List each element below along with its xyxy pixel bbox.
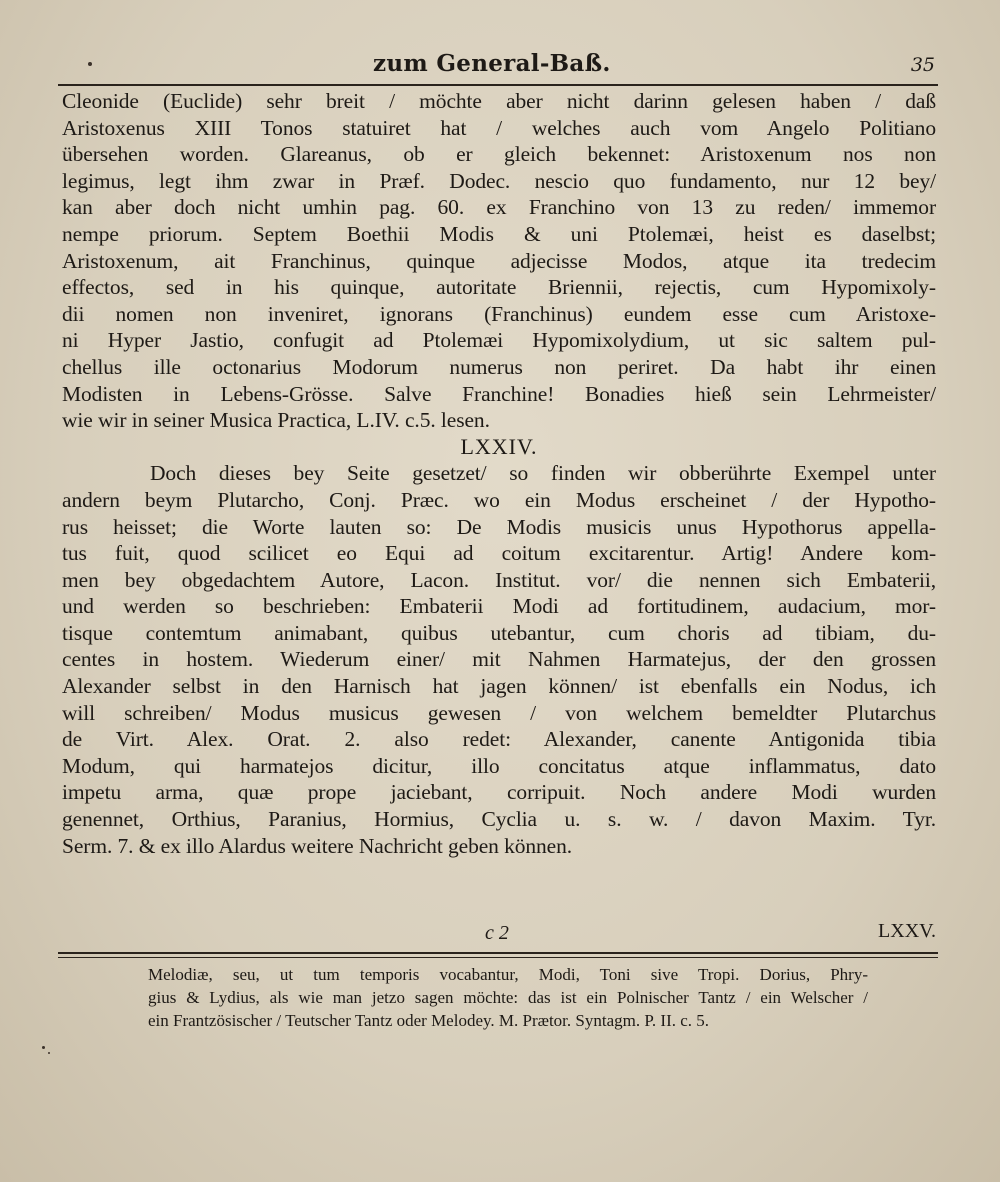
text-line: nempe priorum. Septem Boethii Modis & uni Ptolemæi, heist es daselbst; — [62, 221, 936, 246]
section-number: LXXIV. — [460, 433, 538, 459]
catchword: LXXV. — [878, 920, 936, 942]
footnote-line: ein Frantzösischer / Teutscher Tantz oder Melodey. M. Prætor. Syntagm. P. II. c. 5. — [148, 1011, 710, 1030]
footnote — [148, 963, 868, 1032]
text-line: Aristoxenus XIII Tonos statuiret hat / welches auch vom Angelo Politiano — [62, 115, 936, 140]
running-head: zum General-Baß. — [373, 50, 611, 77]
text-line: genennet, Orthius, Paranius, Hormius, Cyclia u. s. w. / davon Maxim. Tyr. — [62, 807, 936, 832]
footnote-line: gius & Lydius, als wie man jetzo sagen möchte: das ist ein Polnischer Tantz / ein Welscher / — [148, 988, 868, 1007]
footnote-rule — [58, 952, 938, 954]
text-line: Aristoxenum, ait Franchinus, quinque adjecisse Modos, atque ita tredecim — [62, 248, 936, 273]
signature-mark: c 2 — [485, 922, 509, 944]
text-line: impetu arma, quæ prope jaciebant, corripuit. Noch andere Modi wurden — [62, 780, 936, 805]
paragraph-1 — [62, 88, 936, 434]
text-line: chellus ille octonarius Modorum numerus non periret. Da habt ihr einen — [62, 354, 936, 379]
main-text — [62, 88, 936, 859]
footnote-rule-thin — [58, 957, 938, 958]
header-rule — [58, 84, 938, 86]
page-header — [55, 48, 935, 84]
text-line: Modisten in Lebens-Grösse. Salve Franchine! Bonadies hieß sein Lehrmeister/ — [62, 381, 936, 406]
text-line: men bey obgedachtem Autore, Lacon. Institut. vor/ die nennen sich Embaterii, — [62, 567, 936, 592]
text-line: wie wir in seiner Musica Practica, L.IV. c.5. lesen. — [62, 408, 490, 433]
text-line: dii nomen non inveniret, ignorans (Franchinus) eundem esse cum Aristoxe- — [62, 301, 936, 326]
text-line: übersehen worden. Glareanus, ob er gleich bekennet: Aristoxenum nos non — [62, 142, 936, 167]
text-line: centes in hostem. Wiederum einer/ mit Nahmen Harmatejus, der den grossen — [62, 647, 936, 672]
text-line: ni Hyper Jastio, confugit ad Ptolemæi Hypomixolydium, ut sic saltem pul- — [62, 328, 936, 353]
text-line: Modum, qui harmatejos dicitur, illo concitatus atque inflammatus, dato — [62, 753, 936, 778]
text-line: und werden so beschrieben: Embaterii Modi ad fortitudinem, audacium, mor- — [62, 594, 936, 619]
text-line: effectos, sed in his quinque, autoritate Briennii, rejectis, cum Hypomixoly- — [62, 275, 936, 300]
text-line: will schreiben/ Modus musicus gewesen / von welchem bemeldter Plutarchus — [62, 700, 936, 725]
paragraph-2 — [62, 460, 936, 859]
text-line: kan aber doch nicht umhin pag. 60. ex Franchino von 13 zu reden/ immemor — [62, 195, 936, 220]
catch-line — [62, 920, 936, 948]
text-line: rus heisset; die Worte lauten so: De Modis musicis unus Hypothorus appella- — [62, 514, 936, 539]
text-line: Alexander selbst in den Harnisch hat jagen können/ ist ebenfalls ein Nodus, ich — [62, 674, 936, 699]
text-line: tus fuit, quod scilicet eo Equi ad coitum excitarentur. Artig! Andere kom- — [62, 541, 936, 566]
paper-speck — [42, 1046, 45, 1049]
page-number: 35 — [910, 54, 935, 76]
text-line: legimus, legt ihm zwar in Præf. Dodec. nescio quo fundamento, nur 12 bey/ — [62, 168, 936, 193]
text-line: de Virt. Alex. Orat. 2. also redet: Alexander, canente Antigonida tibia — [62, 727, 936, 752]
footnote-line: Melodiæ, seu, ut tum temporis vocabantur, Modi, Toni sive Tropi. Dorius, Phry- — [148, 965, 868, 984]
text-line: andern beym Plutarcho, Conj. Præc. wo ein Modus erscheinet / der Hypotho- — [62, 487, 936, 512]
text-line: tisque contemtum animabant, quibus utebantur, cum choris ad tibiam, du- — [62, 620, 936, 645]
text-line: Doch dieses bey Seite gesetzet/ so finden wir obberührte Exempel unter — [150, 461, 936, 486]
paper-speck — [48, 1052, 50, 1054]
text-line: Serm. 7. & ex illo Alardus weitere Nachricht geben können. — [62, 833, 573, 858]
paper-speck — [88, 62, 92, 66]
text-line: Cleonide (Euclide) sehr breit / möchte aber nicht darinn gelesen haben / daß — [62, 89, 936, 113]
